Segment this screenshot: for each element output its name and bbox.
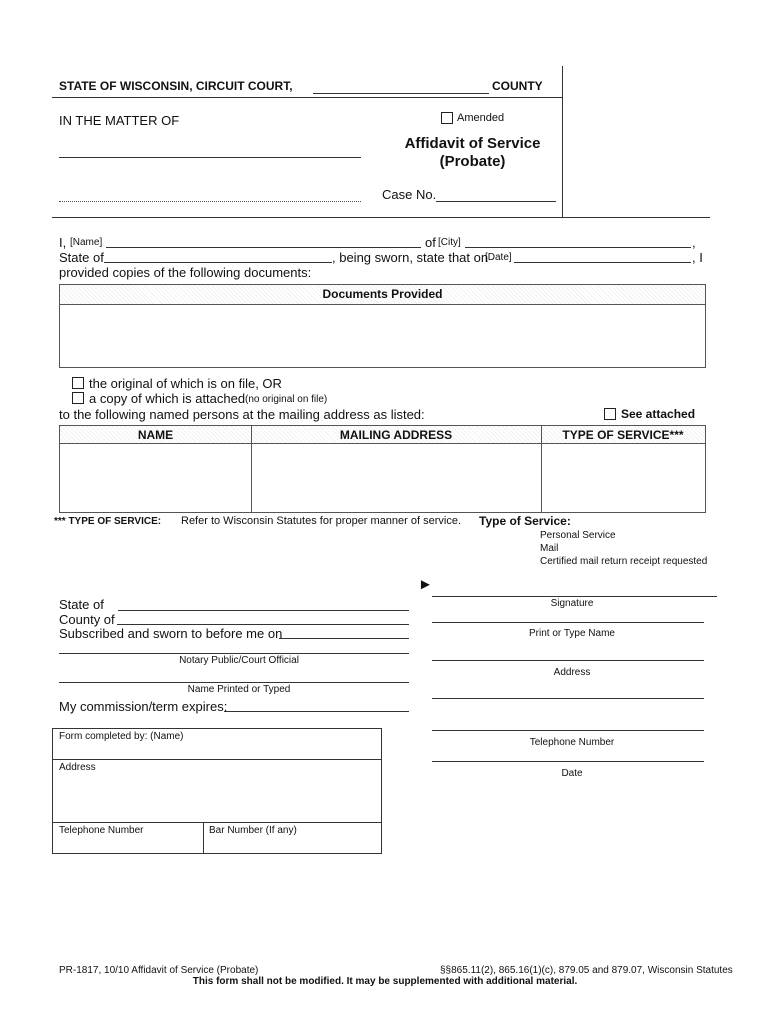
completed-telephone-label: Telephone Number bbox=[59, 825, 144, 836]
original-label: the original of which is on file, OR bbox=[89, 376, 282, 391]
original-checkbox[interactable] bbox=[72, 377, 84, 389]
city-line[interactable] bbox=[465, 247, 691, 248]
amended-label: Amended bbox=[457, 112, 505, 124]
bar-number-label: Bar Number (If any) bbox=[209, 825, 297, 836]
completed-by-label: Form completed by: (Name) bbox=[59, 731, 184, 742]
recipients-table bbox=[59, 425, 706, 513]
service-note-text: Refer to Wisconsin Statutes for proper manner of service. bbox=[181, 515, 462, 527]
completed-by-divider-2 bbox=[53, 822, 381, 823]
affiant-address-line-2[interactable] bbox=[432, 698, 704, 699]
service-types-title: Type of Service: bbox=[479, 514, 571, 528]
date-signed-label: Date bbox=[561, 768, 583, 779]
title-line-1: Affidavit of Service bbox=[404, 135, 541, 152]
provided-text: provided copies of the following documents: bbox=[59, 265, 312, 280]
case-no-input-line[interactable] bbox=[436, 201, 556, 202]
form-title bbox=[380, 135, 565, 171]
signature-label: Signature bbox=[550, 598, 594, 609]
completed-address-field[interactable] bbox=[57, 775, 377, 819]
affiant-signature-line[interactable] bbox=[432, 596, 717, 597]
date-line[interactable] bbox=[514, 262, 691, 263]
affiant-address-label: Address bbox=[553, 667, 591, 678]
notary-printed-label: Name Printed or Typed bbox=[187, 684, 291, 695]
header-bottom-rule bbox=[52, 217, 710, 218]
notary-signature-line[interactable] bbox=[59, 653, 409, 654]
print-name-line[interactable] bbox=[432, 622, 704, 623]
commission-label: My commission/term expires: bbox=[59, 699, 228, 714]
documents-input-area[interactable] bbox=[60, 305, 705, 367]
date-signed-line[interactable] bbox=[432, 761, 704, 762]
sworn-text: , being sworn, state that on bbox=[332, 250, 489, 265]
service-cell[interactable] bbox=[543, 445, 703, 511]
statutes: §§865.11(2), 865.16(1)(c), 879.05 and 879.07, Wisconsin Statutes bbox=[440, 965, 733, 976]
signature-arrow-icon: ► bbox=[418, 576, 433, 593]
county-input-line[interactable] bbox=[313, 93, 489, 94]
service-type-certified: Certified mail return receipt requested bbox=[540, 556, 708, 567]
service-type-mail: Mail bbox=[540, 543, 559, 554]
copy-label: a copy of which is attached bbox=[89, 391, 246, 406]
subscribed-date-line[interactable] bbox=[279, 638, 409, 639]
completed-address-label: Address bbox=[59, 762, 96, 773]
form-id: PR-1817, 10/10 Affidavit of Service (Probate) bbox=[59, 965, 259, 976]
completed-by-name-field[interactable] bbox=[57, 743, 377, 757]
documents-box bbox=[59, 284, 706, 368]
print-name-label: Print or Type Name bbox=[529, 628, 615, 639]
completed-by-divider-3 bbox=[203, 822, 204, 853]
title-line-2: (Probate) bbox=[439, 153, 506, 170]
commission-line[interactable] bbox=[224, 711, 409, 712]
notary-county-label: County of bbox=[59, 612, 115, 627]
copy-note: (no original on file) bbox=[245, 394, 328, 405]
case-no-label: Case No. bbox=[382, 187, 437, 202]
service-note-label: *** TYPE OF SERVICE: bbox=[54, 516, 162, 527]
state-of-label: State of bbox=[59, 250, 104, 265]
col-type-of-service: TYPE OF SERVICE*** bbox=[562, 428, 684, 442]
notary-official-label: Notary Public/Court Official bbox=[179, 655, 299, 666]
comma: , bbox=[692, 235, 696, 250]
service-type-personal: Personal Service bbox=[540, 530, 616, 541]
of-label: of bbox=[425, 235, 436, 250]
documents-header: Documents Provided bbox=[60, 285, 705, 305]
see-attached-label: See attached bbox=[621, 407, 696, 421]
county-label: COUNTY bbox=[492, 79, 543, 93]
footer-notice: This form shall not be modified. It may be supplemented with additional material. bbox=[192, 976, 578, 987]
name-cell[interactable] bbox=[61, 445, 249, 511]
col-divider-2 bbox=[541, 426, 542, 512]
matter-input-line-2[interactable] bbox=[59, 201, 361, 202]
recipients-intro: to the following named persons at the mailing address as listed: bbox=[59, 407, 425, 422]
notary-state-line[interactable] bbox=[118, 610, 409, 611]
amended-checkbox[interactable] bbox=[441, 112, 453, 124]
notary-county-line[interactable] bbox=[117, 624, 409, 625]
affiant-name-line[interactable] bbox=[106, 247, 421, 248]
court-heading: STATE OF WISCONSIN, CIRCUIT COURT, bbox=[59, 79, 293, 93]
telephone-line[interactable] bbox=[432, 730, 704, 731]
telephone-label: Telephone Number bbox=[529, 737, 615, 748]
notary-state-label: State of bbox=[59, 597, 104, 612]
address-cell[interactable] bbox=[253, 445, 539, 511]
matter-label: IN THE MATTER OF bbox=[59, 113, 180, 128]
completed-by-box bbox=[52, 728, 382, 854]
state-line[interactable] bbox=[104, 262, 332, 263]
copy-checkbox[interactable] bbox=[72, 392, 84, 404]
line-end: , I bbox=[692, 250, 703, 265]
date-hint: [Date] bbox=[485, 252, 512, 263]
header-rule bbox=[52, 97, 563, 98]
i-label: I, bbox=[59, 235, 67, 250]
col-name: NAME bbox=[137, 428, 174, 442]
col-divider-1 bbox=[251, 426, 252, 512]
notary-printed-line[interactable] bbox=[59, 682, 409, 683]
name-hint: [Name] bbox=[70, 237, 103, 248]
see-attached-checkbox[interactable] bbox=[604, 408, 616, 420]
col-mailing-address: MAILING ADDRESS bbox=[339, 428, 453, 442]
completed-by-divider-1 bbox=[53, 759, 381, 760]
affiant-address-line[interactable] bbox=[432, 660, 704, 661]
matter-input-line[interactable] bbox=[59, 157, 361, 158]
city-hint: [City] bbox=[438, 237, 461, 248]
subscribed-label: Subscribed and sworn to before me on bbox=[59, 626, 283, 641]
